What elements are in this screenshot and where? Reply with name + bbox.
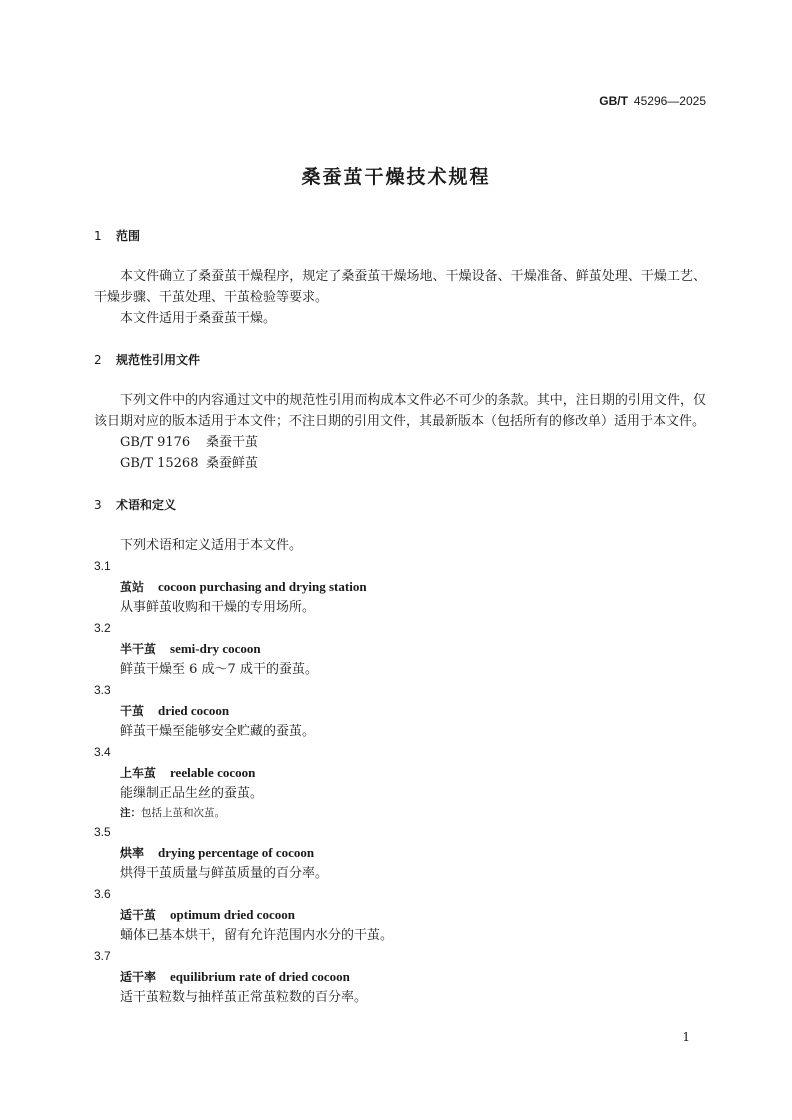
term-definition: 烘得干茧质量与鲜茧质量的百分率。 (120, 866, 329, 881)
term-note (94, 804, 706, 822)
reference-code: GB/T 15268 (120, 456, 199, 471)
term-definition: 蛹体已基本烘干，留有允许范围内水分的干茧。 (120, 928, 394, 943)
note-label: 注： (120, 807, 141, 819)
term-entry (94, 638, 706, 659)
term-entry (94, 842, 706, 863)
term-chinese: 干茧 (120, 704, 145, 718)
term-definition: 从事鲜茧收购和干燥的专用场所。 (120, 600, 316, 615)
term-english: dried cocoon (158, 703, 230, 718)
term-number: 3.3 (94, 683, 111, 697)
term-chinese: 茧站 (120, 580, 145, 594)
term-number: 3.6 (94, 887, 111, 901)
reference-title: 桑蚕鲜茧 (206, 456, 259, 471)
paragraph: 本文件适用于桑蚕茧干燥。 (120, 311, 277, 326)
term-number: 3.1 (94, 559, 111, 573)
term-entry (94, 700, 706, 721)
reference-item (94, 453, 706, 474)
term-chinese: 上车茧 (120, 766, 157, 780)
section-heading (94, 495, 706, 515)
term-english: cocoon purchasing and drying station (158, 579, 367, 594)
standard-prefix: GB/T (599, 94, 628, 108)
term-entry (94, 762, 706, 783)
standard-code (599, 94, 706, 108)
section-number: 1 (94, 229, 102, 243)
term-english: reelable cocoon (170, 765, 256, 780)
term-definition: 鲜茧干燥至 6 成～7 成干的蚕茧。 (120, 662, 318, 677)
term-number: 3.7 (94, 949, 111, 963)
term-number: 3.5 (94, 825, 111, 839)
section-title: 规范性引用文件 (116, 353, 201, 367)
term-entry (94, 576, 706, 597)
term-english: optimum dried cocoon (170, 907, 295, 922)
document-title: 桑蚕茧干燥技术规程 (301, 166, 491, 188)
term-english: equilibrium rate of dried cocoon (170, 969, 350, 984)
term-chinese: 烘率 (120, 846, 145, 860)
section-title: 范围 (116, 229, 141, 243)
term-entry (94, 966, 706, 987)
term-number: 3.2 (94, 621, 111, 635)
document-body (94, 226, 706, 1008)
paragraph: 本文件确立了桑蚕茧干燥程序，规定了桑蚕茧干燥场地、干燥设备、干燥准备、鲜茧处理、干燥工艺、干燥步骤、干茧处理、干茧检验等要求。 (94, 269, 706, 305)
term-chinese: 适干茧 (120, 908, 157, 922)
standard-number: 45296—2025 (633, 94, 706, 108)
term-definition: 适干茧粒数与抽样茧正常茧粒数的百分率。 (120, 990, 368, 1005)
reference-item (94, 432, 706, 453)
section-heading (94, 226, 706, 246)
paragraph: 下列文件中的内容通过文中的规范性引用而构成本文件必不可少的条款。其中，注日期的引用文件，仅该日期对应的版本适用于本文件；不注日期的引用文件，其最新版本（包括所有的修改单）适用于本文件。 (94, 393, 706, 429)
term-definition: 能缫制正品生丝的蚕茧。 (120, 786, 264, 801)
page-number: 1 (682, 1030, 690, 1044)
term-english: semi-dry cocoon (170, 641, 261, 656)
note-text: 包括上茧和次茧。 (141, 807, 225, 819)
term-chinese: 半干茧 (120, 642, 157, 656)
term-english: drying percentage of cocoon (158, 845, 315, 860)
term-number: 3.4 (94, 745, 111, 759)
section-number: 3 (94, 498, 102, 512)
term-chinese: 适干率 (120, 970, 157, 984)
section-heading (94, 350, 706, 370)
reference-code: GB/T 9176 (120, 435, 191, 450)
section-title: 术语和定义 (116, 498, 177, 512)
section-number: 2 (94, 353, 102, 367)
term-entry (94, 904, 706, 925)
reference-title: 桑蚕干茧 (206, 435, 259, 450)
paragraph: 下列术语和定义适用于本文件。 (120, 538, 303, 553)
term-definition: 鲜茧干燥至能够安全贮藏的蚕茧。 (120, 724, 316, 739)
